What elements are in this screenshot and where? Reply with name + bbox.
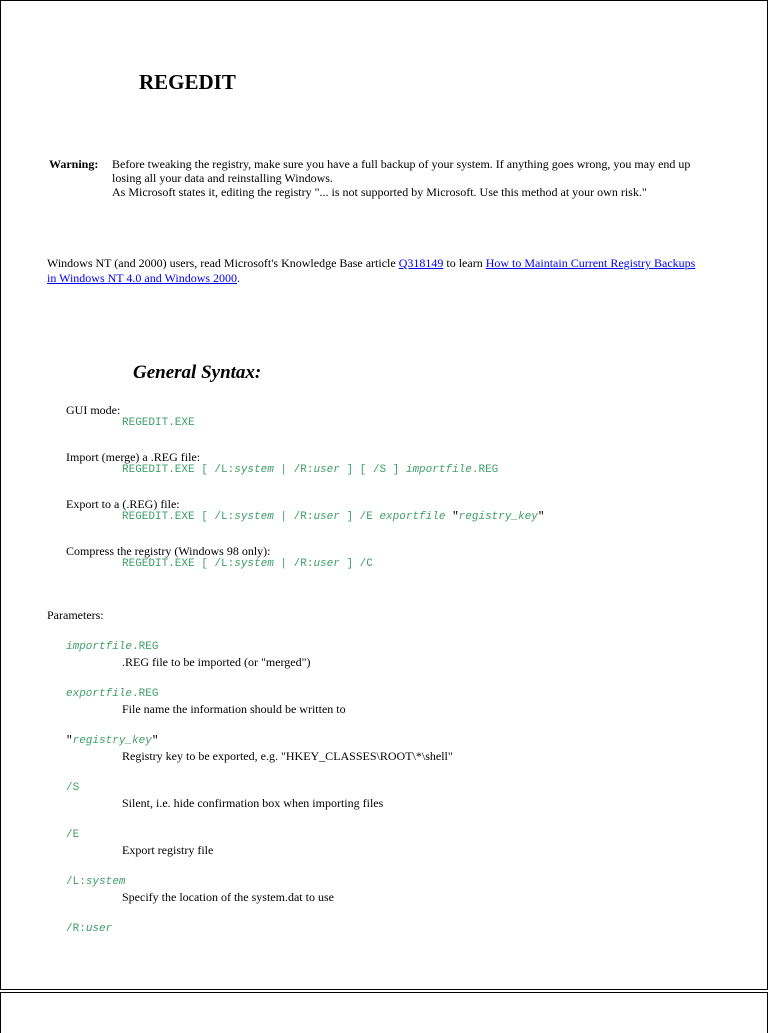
param-s-desc: Silent, i.e. hide confirmation box when importing files	[122, 796, 384, 810]
warning-line-1: Before tweaking the registry, make sure you have a full backup of your system. If anything goes wrong, you may end up losing all your data and reinstalling Windows.	[112, 157, 691, 185]
param-registry-key-desc: Registry key to be exported, e.g. "HKEY_CLASSES\ROOT\*\shell"	[122, 749, 453, 763]
general-syntax-heading: General Syntax:	[133, 362, 262, 383]
param-l-system-desc: Specify the location of the system.dat to use	[122, 890, 334, 904]
import-command: REGEDIT.EXE [ /L:system | /R:user ] [ /S ] importfile.REG	[122, 464, 499, 476]
parameters-label: Parameters:	[47, 608, 104, 622]
compress-label: Compress the registry (Windows 98 only):	[66, 544, 271, 558]
kb-paragraph	[47, 256, 697, 285]
kb-text-middle: to learn	[443, 256, 486, 270]
param-e-desc: Export registry file	[122, 843, 214, 857]
compress-command: REGEDIT.EXE [ /L:system | /R:user ] /C	[122, 558, 373, 570]
param-r-user: /R:user	[66, 923, 113, 935]
kb-text-after: .	[237, 270, 241, 285]
param-l-system: /L:system	[66, 876, 126, 888]
import-label: Import (merge) a .REG file:	[66, 450, 201, 464]
export-command: REGEDIT.EXE [ /L:system | /R:user ] /E exportfile "registry_key"	[122, 511, 545, 523]
next-page	[0, 992, 768, 1033]
kb-text-before: Windows NT (and 2000) users, read Microsoft's Knowledge Base article	[47, 256, 399, 270]
param-importfile: importfile.REG	[66, 641, 159, 653]
gui-mode-label: GUI mode:	[66, 403, 121, 417]
param-e: /E	[66, 829, 80, 841]
param-importfile-desc: .REG file to be imported (or "merged")	[122, 655, 311, 669]
kb-article-link[interactable]: Q318149	[398, 256, 444, 270]
warning-text	[112, 157, 722, 199]
warning-label: Warning:	[49, 157, 99, 171]
export-label: Export to a (.REG) file:	[66, 497, 180, 511]
param-s: /S	[66, 782, 80, 794]
howto-link[interactable]: How to Maintain Current Registry Backups in Windows NT 4.0 and Windows 2000	[47, 256, 696, 285]
param-registry-key: "registry_key"	[66, 735, 159, 747]
gui-mode-command: REGEDIT.EXE	[122, 417, 195, 429]
warning-line-2: As Microsoft states it, editing the registry "... is not supported by Microsoft. Use this method at your own risk."	[112, 185, 647, 199]
page-title: REGEDIT	[139, 70, 236, 94]
param-exportfile-desc: File name the information should be written to	[122, 702, 346, 716]
param-exportfile: exportfile.REG	[66, 688, 159, 700]
